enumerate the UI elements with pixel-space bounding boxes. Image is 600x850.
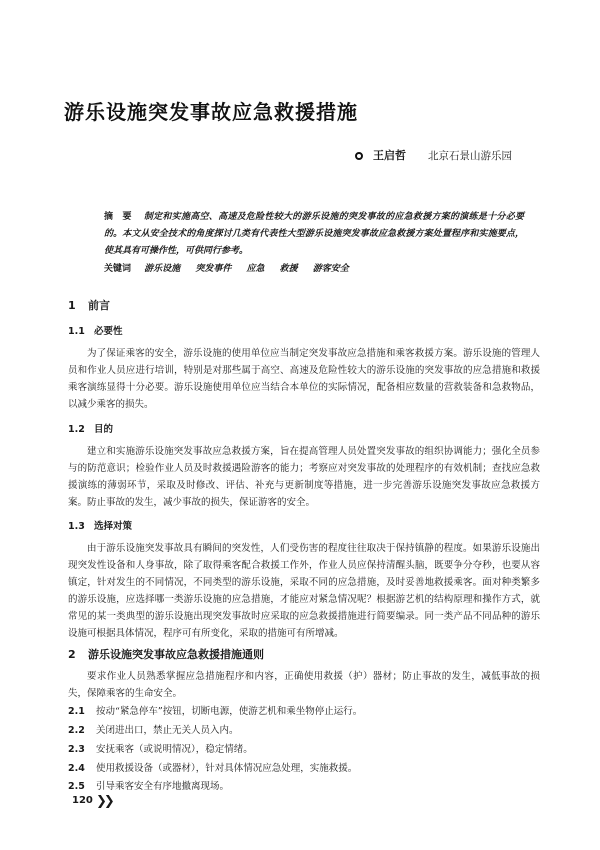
section-1-3-paragraph: 由于游乐设施突发事故具有瞬间的突发性，人们受伤害的程度往往取决于保持镇静的程度。如果游乐设施出现突发性设备和人身事故，除了取得乘客配合救援工作外，作业人员应保持清醒头脑，既要争分夺秒，也要从容镇定，针对发生的不同情况，不同类型的游乐设施，采取不同的应急措施，及时妥善地救援乘客。面对种类繁多的游乐设施，应选择哪一类游乐设施的应急措施，才能应对紧急情况呢？根据游艺机的结构原理和操作方式，就常见的某一类典型的游乐设施出现突发事故时应采取的应急救援措施进行简要编录。同一类产品不同品种的游乐设施可根据具体情况，程序可有所变化，采取的措施可有所增减。 <box>68 543 540 639</box>
item-number: 2.1 <box>68 706 85 717</box>
keyword: 救援 <box>279 264 298 274</box>
item-text: 按动“紧急停车”按钮，切断电源，使游艺机和乘坐物停止运行。 <box>96 706 363 717</box>
keyword: 突发事件 <box>195 264 232 274</box>
section-2-heading <box>68 646 264 662</box>
chevron-right-icon: ❯❯ <box>96 794 112 809</box>
item-number: 2.3 <box>68 744 85 755</box>
item-text: 引导乘客安全有序地撤离现场。 <box>96 781 230 792</box>
section-2-intro: 要求作业人员熟悉掌握应急措施程序和内容，正确使用救援（护）器材；防止事故的发生，减低事故的损失，保障乘客的生命安全。 <box>68 671 540 699</box>
section-title: 游乐设施突发事故应急救援措施通则 <box>88 648 264 661</box>
subsection-number: 1.3 <box>68 521 85 532</box>
author-line <box>355 147 555 163</box>
abstract <box>104 209 524 260</box>
subsection-title: 必要性 <box>94 326 123 337</box>
subsection-number: 1.1 <box>68 326 85 337</box>
abstract-text: 制定和实施高空、高速及危险性较大的游乐设施的突发事故的应急救援方案的演练是十分必要的。本文从安全技术的角度探讨几类有代表性大型游乐设施突发事故应急救援方案处置程序和实施要点，使其具有可操作性，可供同行参考。 <box>104 212 524 256</box>
list-item <box>68 722 540 739</box>
item-number: 2.2 <box>68 725 85 736</box>
list-item <box>68 703 540 720</box>
keywords-label: 关键词 <box>104 264 132 274</box>
section-number: 1 <box>68 299 76 312</box>
section-1-2-paragraph: 建立和实施游乐设施突发事故应急救援方案，旨在提高管理人员处置突发事故的组织协调能力；强化全员参与的防范意识；检验作业人员及时救援遇险游客的能力；考察应对突发事故的处理程序的有效机制；查找应急救援演练的薄弱环节，采取及时修改、评估、补充与更新制度等措施，进一步完善游乐设施突发事故应急救援方案。防止事故的发生，减少事故的损失，保证游客的安全。 <box>68 446 540 508</box>
item-number: 2.5 <box>68 781 85 792</box>
article-title: 游乐设施突发事故应急救援措施 <box>64 100 358 124</box>
list-item <box>68 741 540 758</box>
keyword: 应急 <box>246 264 265 274</box>
section-number: 2 <box>68 648 76 661</box>
author-affiliation: 北京石景山游乐园 <box>428 150 512 162</box>
item-number: 2.4 <box>68 763 85 774</box>
author-name: 王启哲 <box>373 149 406 162</box>
section-title: 前言 <box>88 299 110 312</box>
page-number: 120 <box>72 795 93 806</box>
subsection-title: 目的 <box>94 424 114 435</box>
item-text: 安抚乘客（或说明情况），稳定情绪。 <box>96 744 253 755</box>
subsection-number: 1.2 <box>68 424 85 435</box>
section-1-1-paragraph: 为了保证乘客的安全，游乐设施的使用单位应当制定突发事故应急措施和乘客救援方案。游乐设施的管理人员和作业人员应进行培训，特别是对那些属于高空、高速及危险性较大的游乐设施的突发事故的应急措施和救援乘客演练显得十分必要。游乐设施使用单位应当结合本单位的实际情况，配备相应数量的营救装备和急救物品，以减少乘客的损失。 <box>68 348 540 410</box>
keyword: 游乐设施 <box>144 264 181 274</box>
subsection-title: 选择对策 <box>94 521 133 532</box>
section-1-1-heading <box>68 323 123 337</box>
keyword: 游客安全 <box>312 264 349 274</box>
section-1-3-heading <box>68 518 132 532</box>
item-text: 关闭进出口，禁止无关人员入内。 <box>96 725 239 736</box>
list-item <box>68 778 540 795</box>
abstract-label: 摘 要 <box>104 212 132 222</box>
item-text: 使用救援设备（或器材），针对具体情况应急处理，实施救援。 <box>96 763 358 774</box>
list-item <box>68 760 540 777</box>
section-1-2-heading <box>68 421 113 435</box>
section-1-heading <box>68 297 110 313</box>
author-bullet-icon <box>355 152 363 160</box>
keywords <box>104 261 524 277</box>
